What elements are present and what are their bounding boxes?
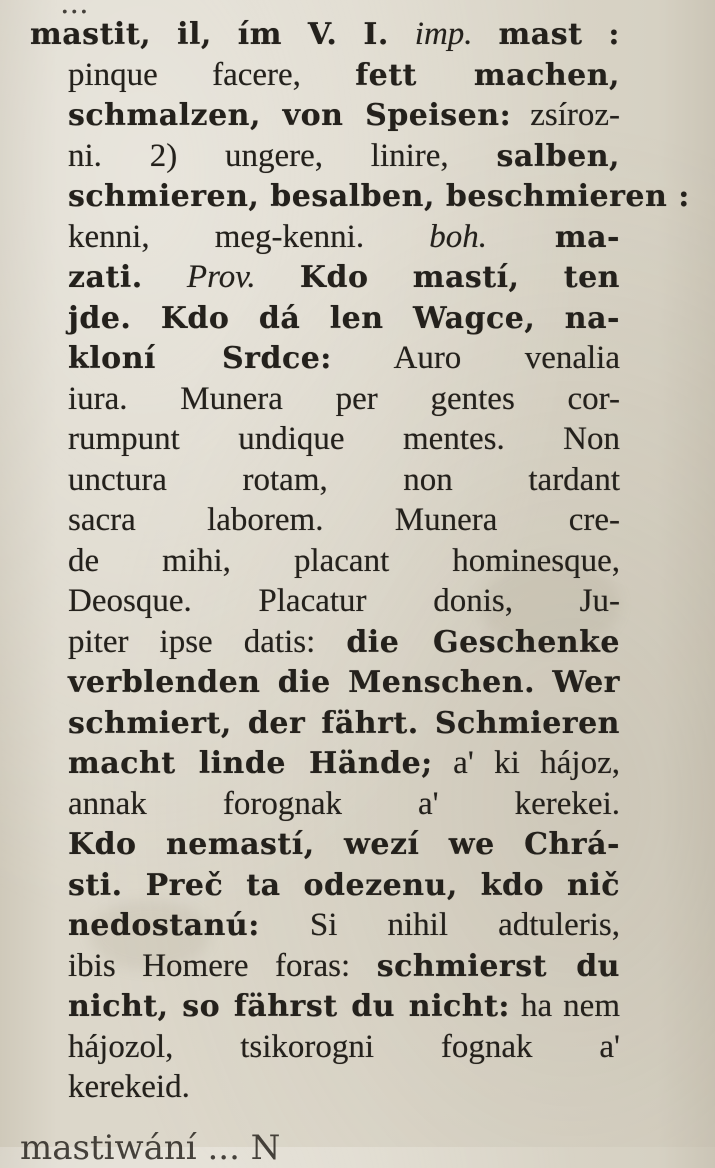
entry-text-roman: zsíroz- — [511, 97, 620, 133]
entry-line — [30, 379, 620, 420]
entry-text-italic: imp. — [414, 16, 473, 52]
entry-line — [30, 55, 620, 96]
entry-text-fraktur: sti. Preč ta odezenu, kdo nič — [68, 867, 620, 903]
entry-line — [30, 622, 620, 663]
entry-line — [30, 95, 620, 136]
entry-text-fraktur: verblenden die Menschen. Wer — [68, 665, 620, 700]
entry-line — [30, 176, 690, 217]
entry-text-fraktur: fett machen, — [355, 57, 620, 93]
entry-line — [30, 14, 620, 55]
entry-line — [30, 1027, 620, 1068]
entry-text-roman: unctura rotam, non tardant — [68, 461, 620, 498]
entry-text-roman: kenni, meg-kenni. — [68, 218, 430, 255]
entry-text-roman: sacra laborem. Munera cre- — [68, 502, 620, 538]
dictionary-entry-mastit — [30, 14, 690, 1108]
entry-text-fraktur: schmieren, besalben, beschmieren : — [68, 179, 690, 214]
entry-line — [30, 460, 620, 501]
entry-text-roman: ibis Homere foras: — [68, 947, 377, 984]
entry-text-italic: Prov. — [186, 259, 256, 295]
entry-text-roman: Si nihil adtuleris, — [259, 907, 620, 943]
entry-text-fraktur: kloní Srdce: — [68, 341, 332, 376]
entry-text-roman: a' ki hájoz, — [432, 745, 620, 781]
entry-text-roman: kerekeid. — [68, 1069, 190, 1105]
entry-line — [30, 541, 620, 582]
entry-text-roman: piter ipse datis: — [68, 623, 347, 660]
entry-text-fraktur: schmiert, der fährt. Schmieren — [68, 705, 620, 741]
entry-text-fraktur: nedostanú: — [68, 908, 260, 943]
entry-text-roman: Auro venalia — [331, 340, 620, 376]
entry-text-roman: de mihi, placant hominesque, — [68, 542, 620, 579]
entry-text-fraktur: nicht, so fährst du nicht: — [68, 989, 511, 1024]
entry-line — [30, 784, 620, 825]
entry-text-fraktur: jde. Kdo dá len Wagce, na- — [68, 300, 620, 336]
entry-text-fraktur: salben, — [496, 138, 620, 174]
entry-text-italic: boh. — [429, 218, 488, 255]
entry-text-roman: ni. 2) ungere, linire, — [68, 137, 497, 174]
entry-text-fraktur: Kdo mastí, ten — [255, 260, 620, 295]
entry-text-roman: rumpunt undique mentes. Non — [68, 421, 620, 457]
entry-text-fraktur: ma- — [487, 219, 621, 255]
entry-line — [30, 136, 620, 177]
entry-line — [30, 824, 620, 865]
entry-line — [30, 500, 620, 541]
entry-text-roman: ha nem — [510, 988, 620, 1024]
entry-text-roman: annak forognak a' kerekei. — [68, 785, 620, 822]
entry-line — [30, 298, 620, 339]
entry-line — [30, 986, 620, 1027]
entry-text-roman: Deosque. Placatur donis, Ju- — [68, 583, 620, 619]
top-cut-line-fragment: ... — [60, 0, 89, 21]
entry-line — [30, 338, 620, 379]
entry-text-roman: pinque facere, — [68, 56, 356, 93]
entry-line — [30, 1067, 620, 1108]
entry-text-fraktur: mastit, il, ím V. I. — [30, 17, 415, 52]
entry-text-roman: iura. Munera per gentes cor- — [68, 380, 620, 417]
entry-text-fraktur: schmierst du — [376, 948, 620, 984]
entry-line — [30, 419, 620, 460]
entry-text-fraktur: die Geschenke — [346, 624, 620, 660]
entry-text-roman: hájozol, tsikorogni fognak a' — [68, 1028, 620, 1065]
entry-line — [30, 662, 620, 703]
entry-line — [30, 743, 620, 784]
entry-line — [30, 946, 620, 987]
entry-text-fraktur: macht linde Hände; — [68, 746, 433, 781]
entry-text-fraktur: mast : — [472, 17, 620, 52]
entry-text-fraktur: schmalzen, von Speisen: — [68, 98, 512, 133]
entry-line — [30, 257, 620, 298]
entry-text-fraktur: zati. — [68, 260, 187, 295]
entry-line — [30, 905, 620, 946]
entry-line — [30, 865, 620, 906]
entry-line — [30, 217, 620, 258]
entry-line — [30, 703, 620, 744]
bottom-cut-line-fragment: mastiwání ... N — [20, 1128, 281, 1168]
entry-text-fraktur: Kdo nemastí, wezí we Chrá- — [68, 827, 620, 862]
entry-line — [30, 581, 620, 622]
